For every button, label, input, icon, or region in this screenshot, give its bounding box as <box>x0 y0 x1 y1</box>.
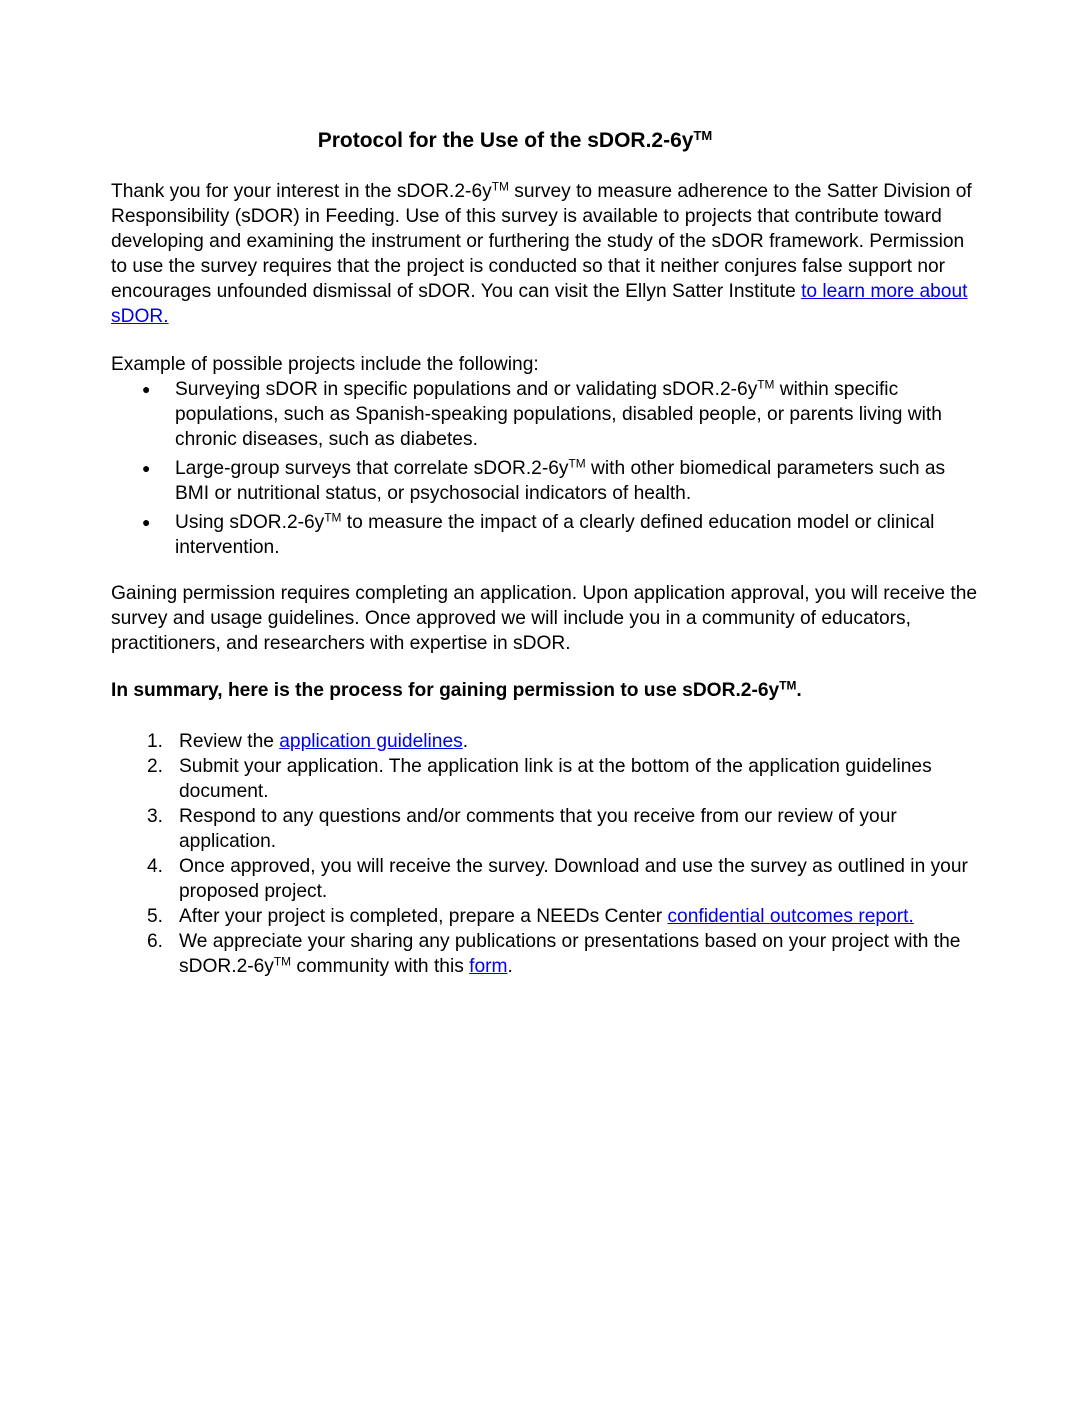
example-trademark: TM <box>324 510 342 525</box>
step-item <box>111 729 981 754</box>
bullet-icon: ● <box>142 460 151 476</box>
form-link[interactable]: form <box>469 956 508 977</box>
intro-text-2: survey to measure adherence to the Satter Division of Responsibility (sDOR) in Feeding. Use of this survey is available to projects that contribute toward developing and examining the instrument or furthering the study of the sDOR framework. Permission to use the survey requires that the project is conducted so that it neither conjures false support nor encourages unfounded dismissal of sDOR. You can visit the Ellyn Satter Institute <box>111 181 972 302</box>
step-trademark: TM <box>273 954 292 969</box>
step-text: Respond to any questions and/or comments that you receive from our review of your application. <box>179 806 897 852</box>
permission-paragraph: Gaining permission requires completing an application. Upon application approval, you will receive the survey and usage guidelines. Once approved we will include you in a community of educators, practitioners, and researchers with expertise in sDOR. <box>111 583 978 654</box>
intro-trademark: TM <box>491 179 509 194</box>
step-number: 2. <box>147 756 164 777</box>
step-item <box>111 904 981 929</box>
example-text: Large-group surveys that correlate sDOR.2-6y <box>175 458 569 479</box>
step-number: 6. <box>147 931 164 952</box>
summary-trademark: TM <box>779 678 797 693</box>
learn-more-link[interactable]: to learn more about sDOR. <box>111 281 968 327</box>
step-text-end: . <box>462 731 469 752</box>
step-item <box>111 804 981 854</box>
intro-paragraph <box>111 179 981 329</box>
example-text-cont: with other biomedical parameters such as BMI or nutritional status, or psychosocial indicators of health. <box>175 458 946 504</box>
example-text-cont: within specific populations, such as Spanish-speaking populations, disabled people, or parents living with chronic diseases, such as diabetes. <box>175 379 942 450</box>
list-item <box>111 456 981 506</box>
summary-end: . <box>796 680 802 701</box>
step-text: Once approved, you will receive the survey. Download and use the survey as outlined in your proposed project. <box>179 856 968 902</box>
step-text: After your project is completed, prepare a NEEDs Center <box>179 906 668 927</box>
steps-list <box>111 729 981 979</box>
step-number: 3. <box>147 806 164 827</box>
step-number: 5. <box>147 906 164 927</box>
examples-lead: Example of possible projects include the following: <box>111 354 539 375</box>
examples-list <box>111 377 981 564</box>
step-item <box>111 929 981 979</box>
bullet-icon: ● <box>142 514 151 530</box>
step-text-end: . <box>507 956 513 977</box>
title-trademark: TM <box>693 127 713 143</box>
step-number: 4. <box>147 856 164 877</box>
example-trademark: TM <box>757 377 775 392</box>
step-text-mid: community with this <box>291 956 470 977</box>
application-guidelines-link[interactable]: application guidelines <box>279 731 463 752</box>
step-text: Review the <box>179 731 280 752</box>
bullet-icon: ● <box>142 381 151 397</box>
step-item <box>111 754 981 804</box>
step-text: Submit your application. The application link is at the bottom of the application guidelines document. <box>179 756 932 802</box>
title-text: Protocol for the Use of the sDOR.2-6y <box>317 129 694 152</box>
step-number: 1. <box>147 731 164 752</box>
summary-text: In summary, here is the process for gaining permission to use sDOR.2-6y <box>111 680 780 701</box>
example-text: Surveying sDOR in specific populations and or validating sDOR.2-6y <box>175 379 758 400</box>
page-title <box>0 128 1030 154</box>
intro-text-1: Thank you for your interest in the sDOR.2-6y <box>111 181 492 202</box>
example-text-cont: to measure the impact of a clearly defined education model or clinical intervention. <box>175 512 935 558</box>
example-trademark: TM <box>568 456 586 471</box>
list-item <box>111 510 981 560</box>
step-text: We appreciate your sharing any publications or presentations based on your project with the sDOR.2-6y <box>179 931 961 977</box>
confidential-outcomes-report-link[interactable]: confidential outcomes report. <box>667 906 914 927</box>
list-item <box>111 377 981 452</box>
example-text: Using sDOR.2-6y <box>175 512 325 533</box>
summary-heading <box>111 678 981 703</box>
step-item <box>111 854 981 904</box>
